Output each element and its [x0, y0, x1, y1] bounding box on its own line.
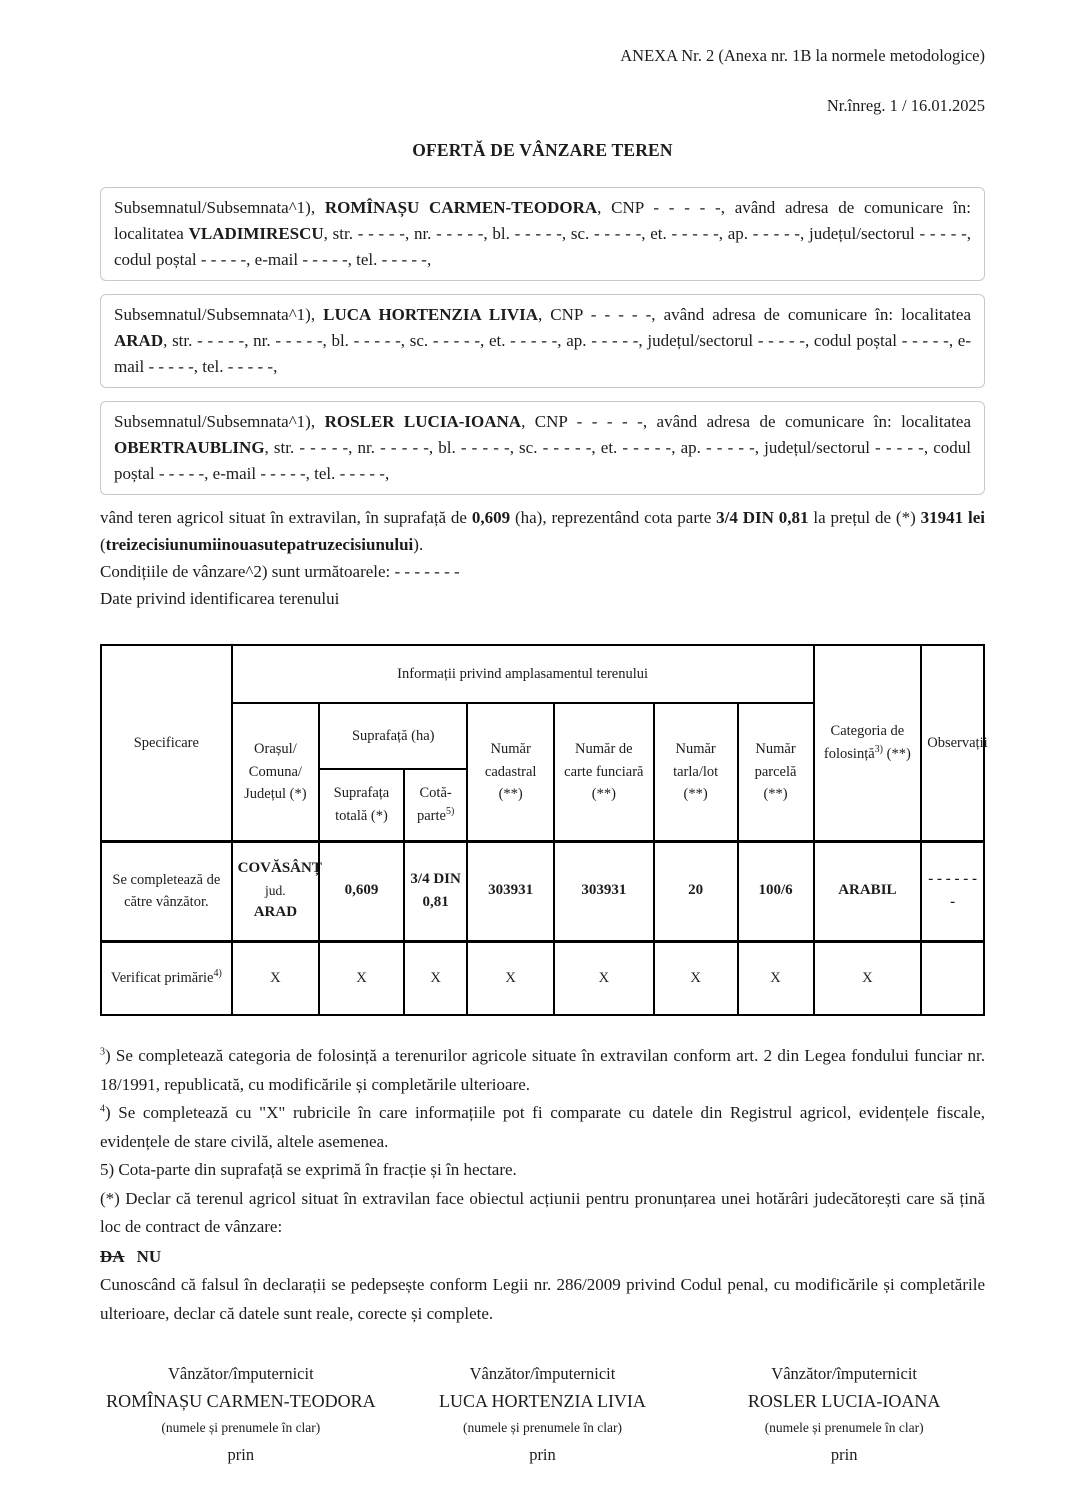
cell-observatii: - - - - - - - [921, 841, 984, 941]
cota-sup: 5) [445, 805, 455, 817]
sale-paragraph [100, 504, 985, 558]
signatures-section [100, 1364, 985, 1465]
footnote-5: 5) Cota-parte din suprafață se exprimă în fracție și în hectare. [100, 1160, 517, 1179]
sale-text-4: ( [100, 535, 106, 554]
signature-1-by: prin [227, 1445, 255, 1464]
sale-text-3: la prețul de (*) [808, 508, 921, 527]
sale-price-value: 31941 lei [920, 508, 985, 527]
conditions-line: Condițiile de vânzare^2) sunt următoarele: - - - - - - - [100, 562, 460, 581]
cell-tarla: 20 [654, 841, 738, 941]
declarant-2-prefix: Subsemnatul/Subsemnata^1), [114, 305, 324, 324]
da-option-struck: DA [100, 1246, 125, 1266]
land-identification-line: Date privind identificarea terenului [100, 589, 340, 608]
declarant-2-rest: , str. - - - - -, nr. - - - - -, bl. - - - - -, sc. - - - - -, et. - - - - -, ap. - - - - -, județul/sectorul - - - - -, codul poștal - - - - -, e-mail - - - - -, tel. - - - - -, [114, 331, 971, 376]
footnote-3-sup: 3 [100, 1046, 105, 1058]
declarant-box-1 [100, 187, 985, 281]
col-header-surface-group: Suprafață (ha) [319, 703, 467, 769]
sale-area-value: 0,609 [471, 508, 511, 527]
footnote-3 [100, 1042, 985, 1099]
verify-label: Verificat primărie [110, 970, 214, 987]
signature-3-note: (numele și prenumele în clar) [764, 1420, 924, 1435]
declarant-2-locality: ARAD [114, 331, 164, 350]
verify-mark-surface: X [319, 941, 404, 1015]
declarant-3-mid: , CNP - - - - -, având adresa de comunicare în: localitatea [521, 412, 971, 431]
signature-1-note: (numele și prenumele în clar) [161, 1420, 321, 1435]
footnote-4-text: ) Se completează cu "X" rubricile în care informațiile pot fi comparate cu datele din Registrul agricol, evidențele fiscale, evidențele de stare civilă, altele asemenea. [100, 1103, 985, 1151]
declarant-box-3 [100, 401, 985, 495]
signature-2-name: LUCA HORTENZIA LIVIA [439, 1391, 646, 1411]
signature-block-3 [703, 1364, 985, 1465]
sale-share-value: 3/4 DIN 0,81 [716, 508, 809, 527]
verify-mark-observatii [921, 941, 984, 1015]
court-declaration: (*) Declar că terenul agricol situat în extravilan face obiectul acțiunii pentru pronunțarea unei hotărâri judecătorești care să țină loc de contract de vânzare: [100, 1188, 985, 1236]
seller-row-label: Se completează de către vânzător. [101, 841, 232, 941]
declarant-box-2 [100, 294, 985, 388]
footnotes-section [100, 1042, 985, 1328]
registration-number: Nr.înreg. 1 / 16.01.2025 [826, 96, 985, 115]
declarant-1-locality: VLADIMIRESCU [188, 224, 324, 243]
declarant-3-prefix: Subsemnatul/Subsemnata^1), [114, 412, 325, 431]
col-header-observatii: Observații [921, 645, 984, 841]
nu-option: NU [136, 1246, 162, 1266]
signature-block-2 [402, 1364, 684, 1465]
footnote-3-text: ) Se completează categoria de folosință a terenurilor agricole situate în extravilan conform art. 2 din Legea fondului funciar nr. 18/1991, republicată, cu modificările și completările ulterioare. [100, 1046, 985, 1094]
city-jud: jud. [265, 882, 286, 898]
declarant-1-rest: , str. - - - - -, nr. - - - - -, bl. - - - - -, sc. - - - - -, et. - - - - -, ap. - - - - -, județul/sectorul - - - - -, codul poștal - - - - -, e-mail - - - - -, tel. - - - - -, [114, 224, 972, 269]
cell-city [232, 841, 322, 941]
col-header-cota-parte [404, 769, 468, 841]
signature-3-by: prin [830, 1445, 858, 1464]
col-header-parcela: Număr parcelă (**) [738, 703, 814, 841]
col-header-city: Orașul/ Comuna/ Județul (*) [232, 703, 319, 841]
declarant-1-prefix: Subsemnatul/Subsemnata^1), [114, 198, 325, 217]
penal-declaration: Cunoscând că falsul în declarații se pedepsește conform Legii nr. 286/2009 privind Codul penal, cu modificările și completările ulterioare, declar că datele sunt reale, corecte și complete. [100, 1275, 985, 1323]
signature-1-role: Vânzător/împuternicit [167, 1364, 314, 1383]
verify-mark-carte: X [554, 941, 654, 1015]
signature-3-name: ROSLER LUCIA-IOANA [747, 1391, 941, 1411]
categoria-label: Categoria de folosință [823, 723, 905, 762]
declarant-2-name: LUCA HORTENZIA LIVIA [323, 305, 538, 324]
cell-surface-total: 0,609 [319, 841, 404, 941]
col-header-specificare: Specificare [101, 645, 232, 841]
col-header-info-banner: Informații privind amplasamentul terenului [232, 645, 814, 703]
signature-1-name: ROMÎNAȘU CARMEN-TEODORA [106, 1391, 376, 1411]
cell-parcela: 100/6 [738, 841, 814, 941]
categoria-suffix: (**) [883, 745, 911, 762]
declarant-1-name: ROMÎNAȘU CARMEN-TEODORA [324, 198, 598, 217]
declarant-3-locality: OBERTRAUBLING [114, 438, 265, 457]
page-title: OFERTĂ DE VÂNZARE TEREN [412, 140, 673, 160]
footnote-4 [100, 1099, 985, 1156]
cell-categoria: ARABIL [814, 841, 922, 941]
sale-text-2: (ha), reprezentând cota parte [510, 508, 717, 527]
col-header-surface-total: Suprafața totală (*) [319, 769, 404, 841]
cell-cota-parte: 3/4 DIN 0,81 [404, 841, 468, 941]
verify-mark-cota: X [404, 941, 468, 1015]
signature-2-role: Vânzător/împuternicit [469, 1364, 616, 1383]
signature-2-by: prin [529, 1445, 556, 1464]
declarant-2-mid: , CNP - - - - -, având adresa de comunicare în: localitatea [538, 305, 971, 324]
verify-mark-city: X [232, 941, 319, 1015]
categoria-sup: 3) [874, 743, 884, 755]
cell-cadastral: 303931 [467, 841, 554, 941]
city-name: COVĂSÂNȚ [237, 860, 322, 877]
verify-label-sup: 4) [213, 968, 222, 980]
verify-data-row [101, 941, 984, 1015]
sale-text-5: ). [413, 535, 424, 554]
col-header-carte-funciara: Număr de carte funciară (**) [554, 703, 654, 841]
verify-mark-parcela: X [738, 941, 814, 1015]
declarant-3-name: ROSLER LUCIA-IOANA [324, 412, 522, 431]
cota-label: Cotă-parte [416, 785, 452, 824]
sale-text-1: vând teren agricol situat în extravilan, în suprafață de [100, 508, 472, 527]
verify-mark-tarla: X [654, 941, 738, 1015]
annex-header: ANEXA Nr. 2 (Anexa nr. 1B la normele metodologice) [620, 46, 985, 65]
footnote-4-sup: 4 [100, 1103, 105, 1115]
col-header-cadastral: Număr cadastral (**) [467, 703, 554, 841]
land-identification-table [100, 644, 988, 1016]
sale-price-words: treizecisiunumiinouasutepatruzecisiunului [105, 535, 414, 554]
city-county: ARAD [253, 904, 298, 921]
signature-2-note: (numele și prenumele în clar) [463, 1420, 622, 1435]
signature-3-role: Vânzător/împuternicit [771, 1364, 917, 1383]
seller-data-row [101, 841, 984, 941]
declarant-1-mid: , CNP - - - - -, având adresa de comunicare în: localitatea [114, 198, 971, 243]
da-nu-choice [100, 1243, 985, 1272]
declarant-3-rest: , str. - - - - -, nr. - - - - -, bl. - - - - -, sc. - - - - -, et. - - - - -, ap. - - - - -, județul/sectorul - - - - -, codul poștal - - - - -, e-mail - - - - -, tel. - - - - -, [114, 438, 971, 483]
col-header-categoria [814, 645, 922, 841]
verify-mark-categoria: X [814, 941, 922, 1015]
verify-row-label [101, 941, 232, 1015]
cell-carte-funciara: 303931 [554, 841, 654, 941]
verify-mark-cadastral: X [467, 941, 554, 1015]
col-header-tarla: Număr tarla/lot (**) [654, 703, 738, 841]
signature-block-1 [100, 1364, 382, 1465]
